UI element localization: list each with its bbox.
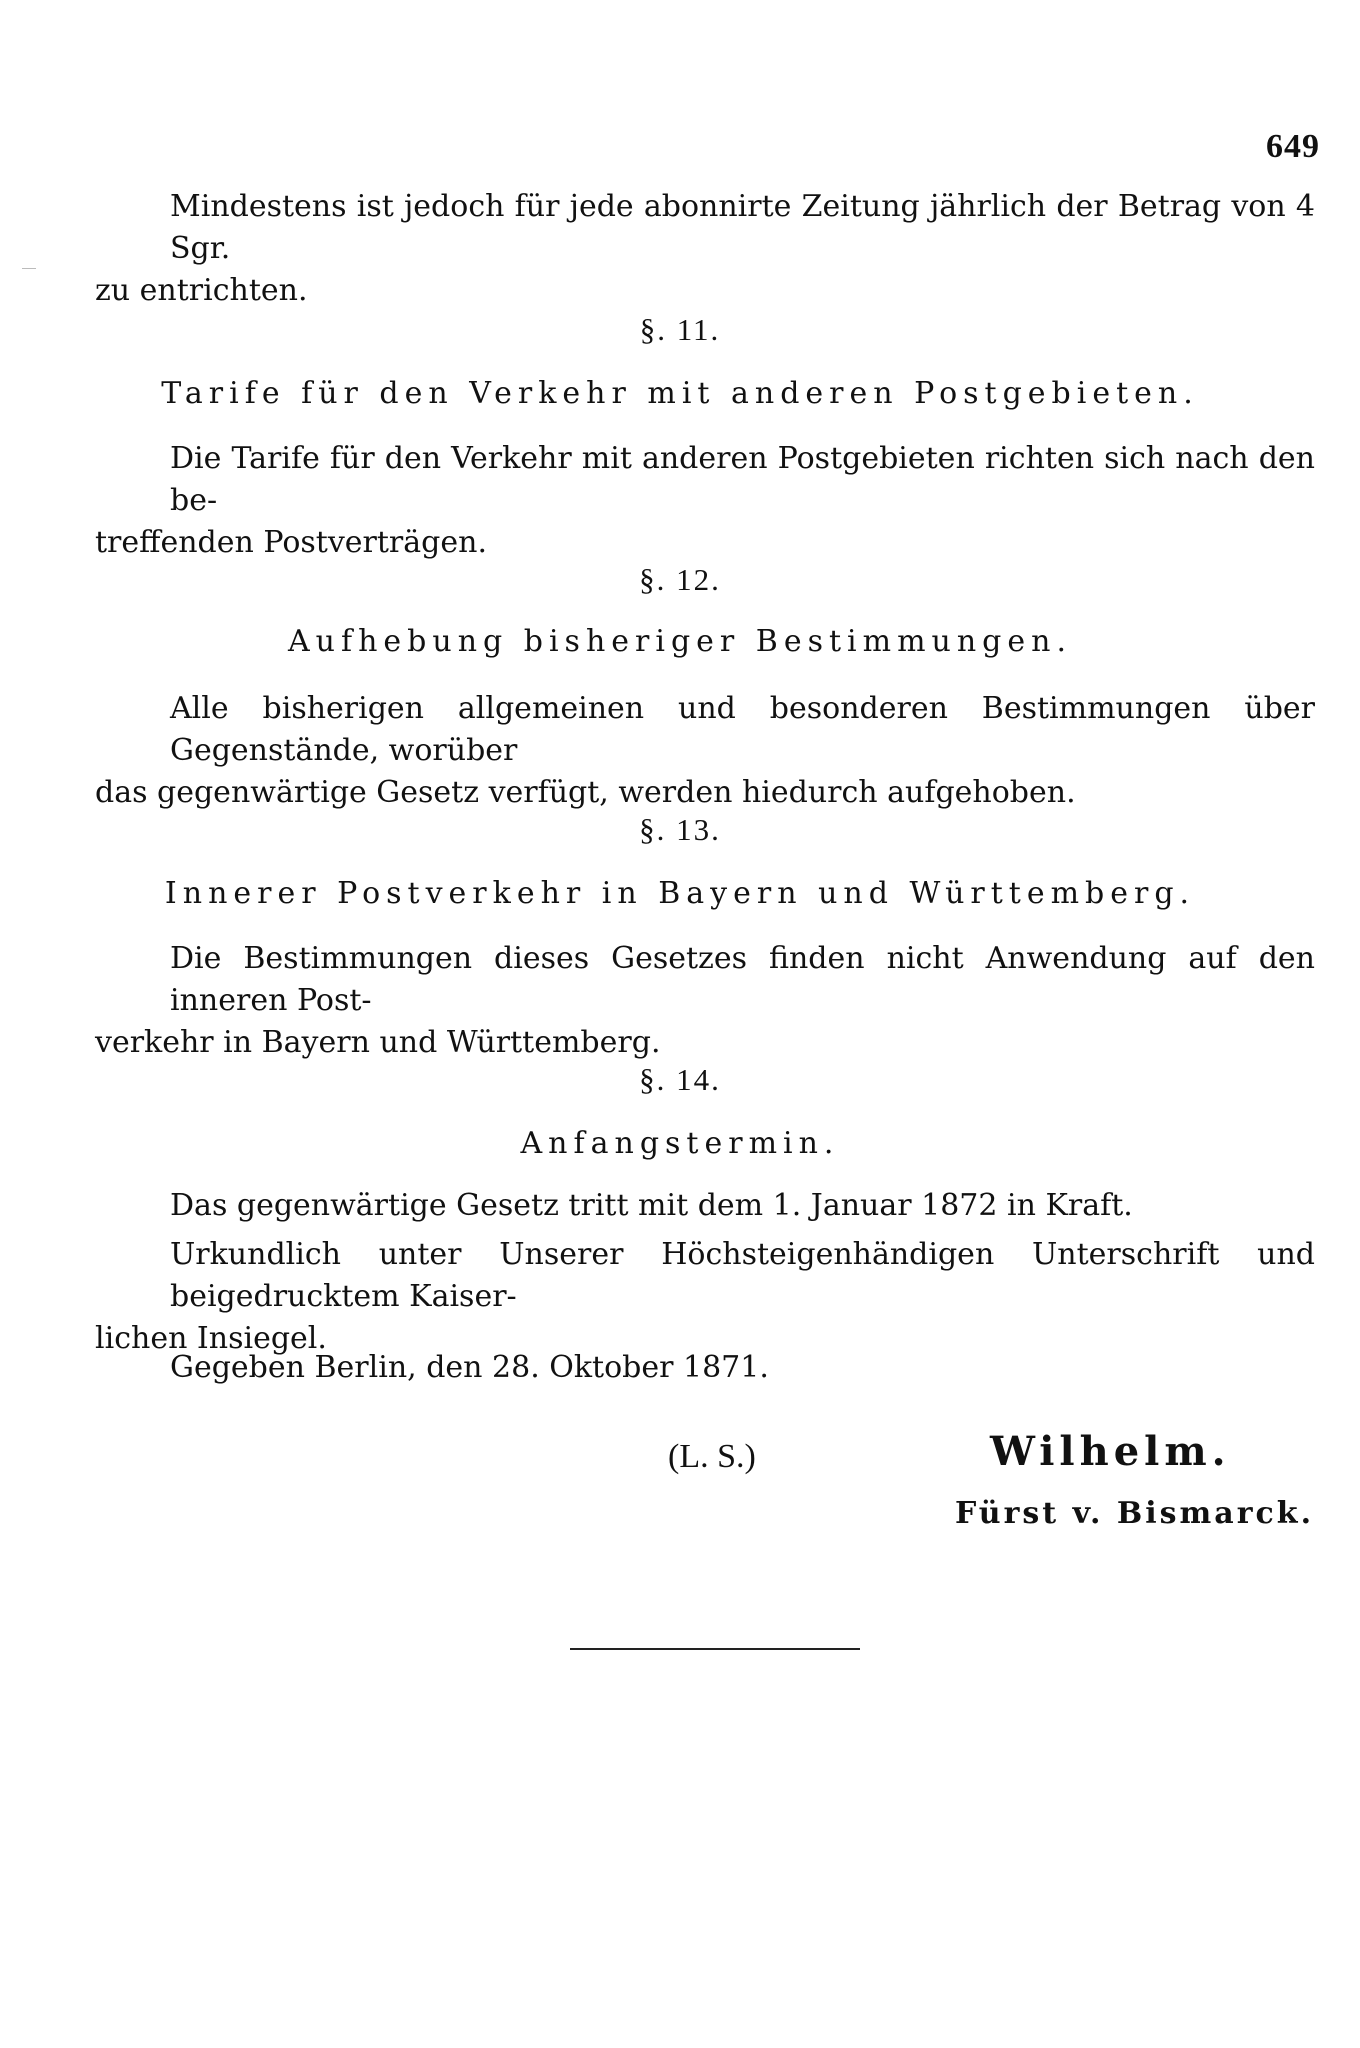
section-11-line-1: Die Tarife für den Verkehr mit anderen Postgebieten richten sich nach den be- (170, 441, 1315, 518)
section-14-text: Das gegenwärtige Gesetz tritt mit dem 1. Januar 1872 in Kraft. (170, 1188, 1133, 1223)
section-12-number: §. 12. (639, 562, 721, 597)
page-number: 649 (1266, 128, 1320, 165)
given-date-line: Gegeben Berlin, den 28. Oktober 1871. (170, 1350, 769, 1385)
section-14-title: Anfangstermin. (520, 1126, 840, 1161)
section-12-paragraph (95, 688, 1315, 814)
intro-line-2: zu entrichten. (95, 273, 308, 308)
section-13-line-2: verkehr in Bayern und Württemberg. (95, 1025, 661, 1060)
closing-line-1: Urkundlich unter Unserer Höchsteigenhändigen Unterschrift und beigedrucktem Kaiser- (170, 1237, 1315, 1314)
page-edge-mark (22, 268, 36, 269)
seal-mark: (L. S.) (668, 1438, 756, 1475)
section-13-line-1: Die Bestimmungen dieses Gesetzes finden nicht Anwendung auf den inneren Post- (170, 941, 1315, 1018)
section-13-title: Innerer Postverkehr in Bayern und Württemberg. (164, 876, 1196, 911)
section-11-title: Tarife für den Verkehr mit anderen Postgebieten. (161, 376, 1199, 411)
closing-paragraph (95, 1234, 1315, 1360)
intro-paragraph (95, 186, 1315, 312)
section-12-line-2: das gegenwärtige Gesetz verfügt, werden hiedurch aufgehoben. (95, 775, 1076, 810)
section-12-line-1: Alle bisherigen allgemeinen und besonderen Bestimmungen über Gegenstände, worüber (170, 691, 1315, 768)
section-14-number: §. 14. (639, 1062, 721, 1097)
section-13-paragraph (95, 938, 1315, 1064)
signature-emperor: Wilhelm. (990, 1428, 1231, 1475)
signature-chancellor: Fürst v. Bismarck. (955, 1496, 1315, 1531)
section-11-number: §. 11. (639, 312, 721, 347)
section-13-number: §. 13. (639, 812, 721, 847)
section-12-title: Aufhebung bisheriger Bestimmungen. (288, 624, 1072, 659)
intro-line-1: Mindestens ist jedoch für jede abonnirte Zeitung jährlich der Betrag von 4 Sgr. (170, 189, 1315, 266)
closing-rule (570, 1648, 860, 1650)
section-11-paragraph (95, 438, 1315, 564)
section-11-line-2: treffenden Postverträgen. (95, 525, 487, 560)
closing-line-2: lichen Insiegel. (95, 1321, 327, 1356)
